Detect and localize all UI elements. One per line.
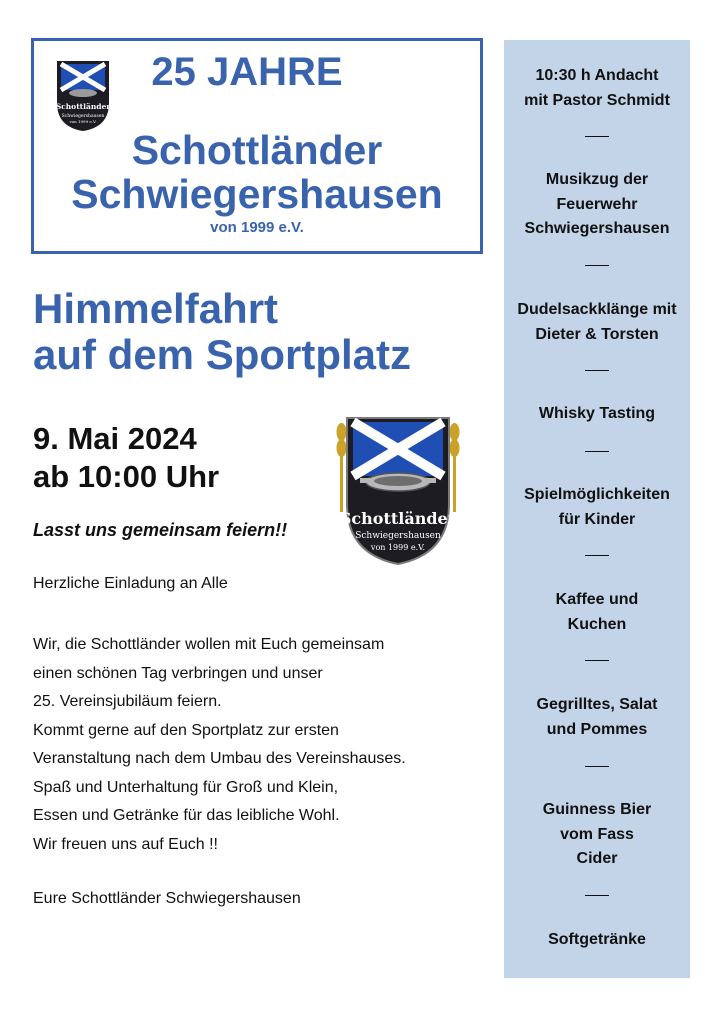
event-title-line2: auf dem Sportplatz: [33, 331, 412, 378]
logo-small-title: Schottländer: [55, 102, 111, 111]
program-line: Gegrilltes, Salat: [536, 696, 658, 713]
club-name-line2: Schwiegershausen: [71, 171, 443, 217]
logo-large-sub: Schwiegershausen: [355, 531, 441, 541]
program-item-dudelsack: [504, 298, 690, 347]
letter-line: Veranstaltung nach dem Umbau des Vereinshauses.: [33, 750, 406, 767]
greeting: Herzliche Einladung an Alle: [33, 575, 228, 592]
program-item-kinder: [504, 483, 690, 532]
wheat-right-icon: [450, 423, 460, 512]
program-line: Schwiegershausen: [524, 220, 670, 237]
program-separator: [585, 555, 609, 556]
anniversary-heading: 25 JAHRE: [151, 50, 343, 94]
program-line: Dieter & Torsten: [535, 325, 659, 343]
letter-line: Kommt gerne auf den Sportplatz zur ersten: [33, 721, 339, 739]
program-line: Dudelsackklänge mit: [517, 301, 677, 318]
program-line: Whisky Tasting: [538, 405, 656, 422]
event-date: [33, 420, 219, 496]
logo-large-year: von 1999 e.V.: [370, 543, 426, 552]
program-separator: [585, 370, 609, 371]
letter-line: Wir, die Schottländer wollen mit Euch gemeinsam: [33, 636, 385, 653]
event-date-day: 9. Mai 2024: [33, 421, 197, 456]
program-line: Cider: [576, 850, 618, 867]
program-separator: [585, 136, 609, 137]
program-separator: [585, 451, 609, 452]
logo-small-sub: Schwiegershausen: [61, 114, 105, 119]
program-line: und Pommes: [546, 720, 648, 738]
program-line: Feuerwehr: [556, 195, 638, 213]
founded-text: von 1999 e.V.: [210, 219, 304, 236]
program-item-getraenke: [504, 798, 690, 872]
program-item-grill: [504, 693, 690, 742]
letter-line: Wir freuen uns auf Euch !!: [33, 835, 218, 853]
program-line: Musikzug der: [545, 171, 649, 188]
program-separator: [585, 766, 609, 767]
club-name-line1: Schottländer: [131, 127, 383, 173]
club-logo-large: [333, 412, 463, 568]
program-line: vom Fass: [560, 825, 634, 843]
program-line: Kuchen: [567, 615, 627, 633]
program-line: Kaffee und: [555, 591, 639, 608]
motto: Lasst uns gemeinsam feiern!!: [33, 520, 288, 540]
program-line: Guinness Bier: [542, 801, 652, 818]
program-item-whisky: [504, 402, 690, 427]
letter-line: Spaß und Unterhaltung für Groß und Klein,: [33, 778, 339, 796]
wheat-left-icon: [337, 423, 347, 512]
program-item-andacht: [504, 64, 690, 113]
event-title-line1: Himmelfahrt: [33, 285, 279, 332]
program-separator: [585, 895, 609, 896]
program-line: Softgetränke: [548, 931, 646, 948]
program-item-musikzug: [504, 168, 690, 242]
event-date-time: ab 10:00 Uhr: [33, 459, 220, 494]
program-sidebar: [504, 40, 690, 978]
logo-small-year: von 1999 e.V.: [69, 119, 97, 124]
program-line: mit Pastor Schmidt: [524, 91, 670, 109]
program-line: 10:30 h Andacht: [535, 67, 659, 84]
letter-body: [33, 631, 406, 859]
program-separator: [585, 660, 609, 661]
letter-line: Essen und Getränke für das leibliche Wohl.: [33, 807, 340, 824]
letter-line: einen schönen Tag verbringen und unser: [33, 664, 323, 682]
event-title: [33, 286, 411, 378]
logo-large-title: Schottländer: [339, 509, 457, 528]
program-item-kaffee: [504, 588, 690, 637]
letter-line: 25. Vereinsjubiläum feiern.: [33, 693, 222, 710]
program-line: Spielmöglichkeiten: [524, 486, 670, 503]
club-name: [31, 128, 483, 216]
program-separator: [585, 265, 609, 266]
program-line: für Kinder: [558, 510, 636, 528]
signoff: Eure Schottländer Schwiegershausen: [33, 890, 301, 907]
program-item-softdrinks: [504, 928, 690, 953]
